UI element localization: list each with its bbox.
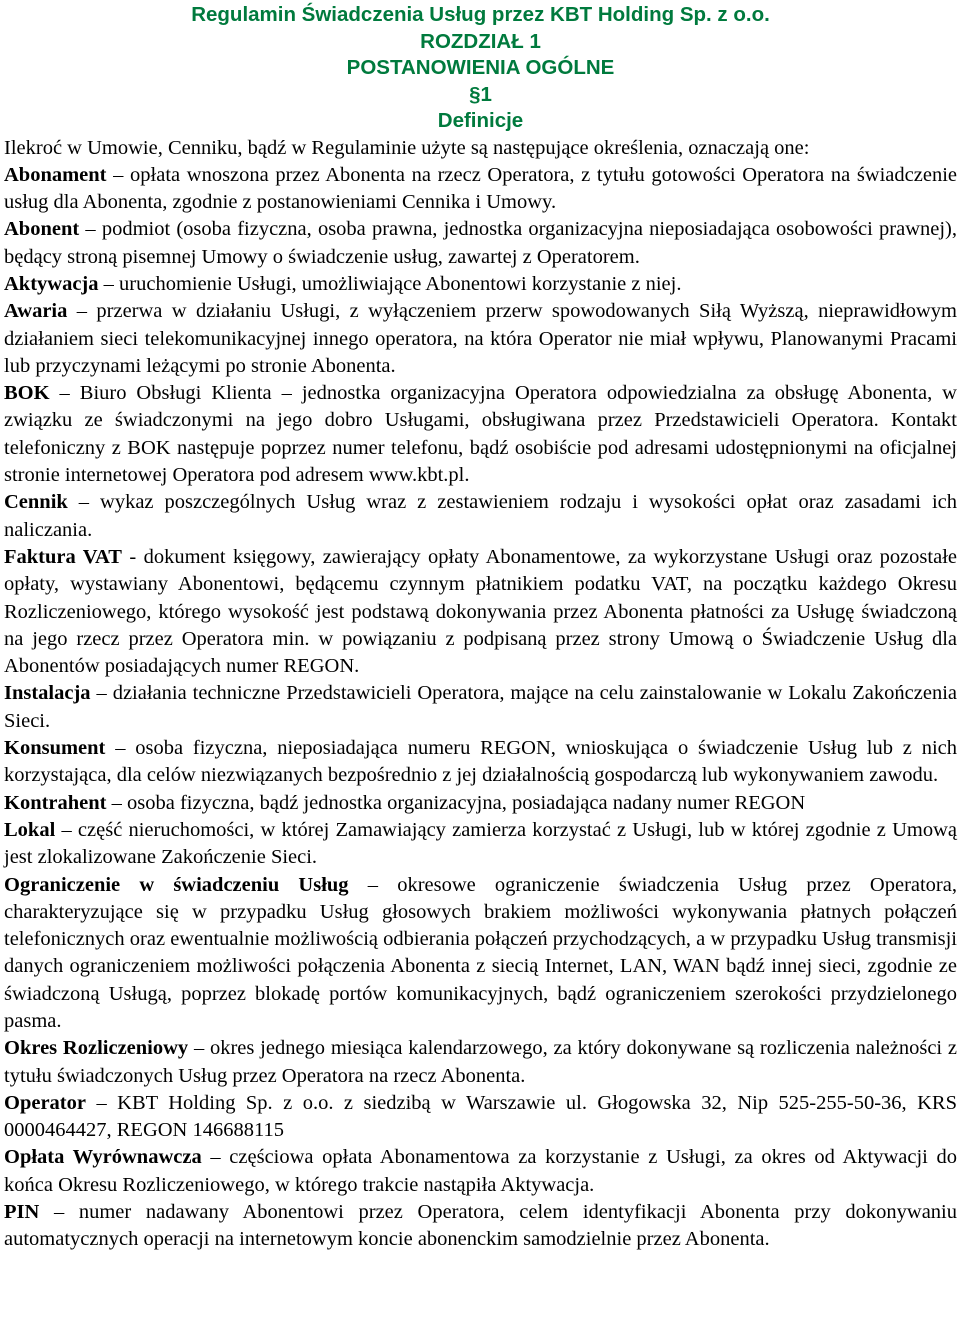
definition-item [4,1035,957,1090]
definition-item [4,162,957,217]
definition-text: – częściowa opłata Abonamentowa za korzystanie z Usługi, za okres od Aktywacji do końca Okresu Rozliczeniowego, w którego trakcie nastąpiła Aktywacja. [4,1146,957,1196]
definition-term: Instalacja [4,682,91,705]
definition-item [4,489,957,544]
definition-term: Ograniczenie w świadczeniu Usług [4,873,349,896]
definition-item [4,790,957,817]
definition-text: – KBT Holding Sp. z o.o. z siedzibą w Warszawie ul. Głogowska 32, Nip 525-255-50-36, KRS 0000464427, REGON 146688115 [4,1091,957,1142]
definition-term: Kontrahent [4,791,107,814]
definition-term: BOK [4,382,50,405]
definition-term: PIN [4,1201,40,1224]
definition-item [4,271,957,298]
definitions-list [4,162,957,1254]
definition-term: Opłata Wyrównawcza [4,1146,202,1169]
definition-term: Abonent [4,218,80,241]
definition-item [4,817,957,872]
definition-item [4,1144,957,1199]
definition-item [4,735,957,790]
definition-text: – osoba fizyczna, nieposiadająca numeru REGON, wnioskująca o świadczenie Usług lub z nich korzystająca, dla celów niezwiązanych bezpośrednio z jej działalnością gospodarczą lub wykonywaniem zawodu. [4,737,957,787]
definition-item [4,1090,957,1145]
definition-term: Okres Rozliczeniowy [4,1037,189,1060]
definition-term: Konsument [4,737,106,760]
definition-text: – działania techniczne Przedstawicieli Operatora, mające na celu zainstalowanie w Lokalu Zakończenia Sieci. [4,682,957,732]
definition-item [4,544,957,680]
document-page [4,2,957,1254]
section-number: §1 [469,82,492,106]
definition-item [4,1199,957,1254]
definition-text: – osoba fizyczna, bądź jednostka organizacyjna, posiadająca nadany numer REGON [106,791,806,814]
document-title: Regulamin Świadczenia Usług przez KBT Holding Sp. z o.o. [191,3,770,26]
definition-term: Lokal [4,818,56,841]
definition-text: – Biuro Obsługi Klienta – jednostka organizacyjna Operatora odpowiedzialna za obsługę Abonenta, w związku ze świadczonymi na jego dobro Usługami, obsługiwana przez Przedstawicieli Operatora. Kontakt telefoniczny z BOK następuje poprzez numer telefonu, bądź osobiście pod adresami udostępnionymi na oficjalnej stronie internetowej Operatora pod adresem www.kbt.pl. [4,382,957,487]
definition-term: Cennik [4,491,68,514]
chapter-title: POSTANOWIENIA OGÓLNE [346,56,615,79]
chapter-label: ROZDZIAŁ 1 [420,29,541,53]
definition-term: Abonament [4,163,107,186]
definition-item [4,380,957,489]
definition-text: – okresowe ograniczenie świadczenia Usług przez Operatora, charakteryzujące się w przypadku Usług głosowych brakiem możliwości wykonywania płatnych połączeń telefonicznych oraz ewentualnie możliwością odbierania połączeń przychodzących, a w przypadku Usług transmisji danych ograniczeniem możliwości połączenia Abonenta z siecią Internet, LAN, WAN bądź innej sieci, zgodnie ze świadczoną Usługą, poprzez blokadę portów komunikacyjnych, bądź ograniczeniem szerokości przydzielonego pasma. [4,873,957,1032]
definition-item [4,680,957,735]
definition-text: – okres jednego miesiąca kalendarzowego, za który dokonywane są rozliczenia należności z tytułu świadczonych Usług przez Operatora na rzecz Abonenta. [4,1037,957,1087]
definition-text: – opłata wnoszona przez Abonenta na rzecz Operatora, z tytułu gotowości Operatora na świadczenie usług dla Abonenta, zgodnie z postanowieniami Cennika i Umowy. [4,163,957,214]
definition-text: – wykaz poszczególnych Usług wraz z zestawieniem rodzaju i wysokości opłat oraz zasadami ich naliczania. [4,491,957,541]
intro-paragraph: Ilekroć w Umowie, Cenniku, bądź w Regulaminie użyte są następujące określenia, oznaczają one: [4,136,810,159]
definition-text: – część nieruchomości, w której Zamawiający zamierza korzystać z Usługi, lub w której zgodnie z Umową jest zlokalizowane Zakończenie Sieci. [4,818,957,869]
definition-text: – przerwa w działaniu Usługi, z wyłączeniem przerw spowodowanych Siłą Wyższą, nieprawidłowym działaniem sieci telekomunikacyjnej innego operatora, na która Operator nie miał wpływu, Planowanymi Pracami lub przyczynami leżącymi po stronie Abonenta. [4,300,957,377]
definition-term: Operator [4,1091,86,1114]
definition-item [4,216,957,271]
definition-term: Aktywacja [4,272,99,295]
definition-term: Faktura VAT [4,545,122,568]
definition-text: - dokument księgowy, zawierający opłaty Abonamentowe, za wykorzystane Usługi oraz pozostałe opłaty, wystawiany Abonentowi, będącemu czynnym płatnikiem podatku VAT, na początku każdego Okresu Rozliczeniowego, którego wysokość jest podstawą dokonywania przez Abonenta płatności za Usługę świadczoną na jego rzecz przez Operatora min. w powiązaniu z podpisaną przez strony Umową o Świadczenie Usług dla Abonentów posiadających numer REGON. [4,545,958,678]
definition-text: – podmiot (osoba fizyczna, osoba prawna, jednostka organizacyjna nieposiadająca osobowości prawnej), będący stroną pisemnej Umowy o świadczenie usług, zawartej z Operatorem. [4,218,957,268]
definition-text: – uruchomienie Usługi, umożliwiające Abonentowi korzystanie z niej. [98,272,682,295]
definition-item [4,298,957,380]
definition-item [4,872,957,1036]
definition-term: Awaria [4,300,68,323]
section-title: Definicje [437,109,524,132]
document-heading [4,2,957,135]
definition-text: – numer nadawany Abonentowi przez Operatora, celem identyfikacji Abonenta przy dokonywaniu automatycznych operacji na internetowym koncie abonenckim samodzielnie przez Abonenta. [4,1201,957,1251]
